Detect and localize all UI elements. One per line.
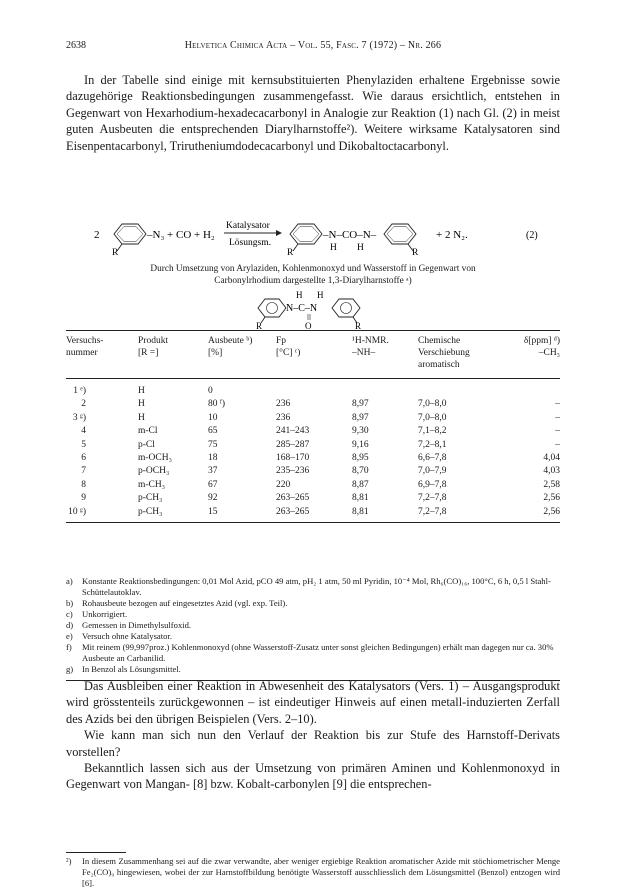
table-cell: 285–287 xyxy=(276,439,310,450)
table-cell: 5 xyxy=(81,439,86,450)
table-cell: p-CH₃ xyxy=(138,493,163,504)
urea-r-right: R xyxy=(355,321,362,330)
substituent-r-mid: R xyxy=(287,248,294,258)
table-cell: 7 xyxy=(81,466,86,477)
header-produkt: Produkt [R =] xyxy=(138,336,169,358)
table-cell: 8,97 xyxy=(352,399,369,410)
table-cell: m-Cl xyxy=(138,426,158,437)
reaction-arrow-icon xyxy=(276,230,282,236)
table-cell: 9,16 xyxy=(352,439,369,450)
intro-paragraph: In der Tabelle sind einige mit kernsubstituierten Phenylaziden erhaltene Ergebnisse sowie dazugehörige Reaktionsbedingungen zusammengefasst. Wie daraus ersichtlich, entstehen in Gegenwart von Hexarhodium-hexadecacarbonyl in Analogie zur Reaktion (1) nach Gl. (2) in meist guten Ausbeuten die entsprechenden Diarylharnstoffe²). Weitere wirksame Katalysatoren sind Eisenpentacarbonyl, Trirutheniumdodecacarbonyl und Dikobaltoctacarbonyl. xyxy=(66,73,560,153)
arrow-label-catalyst: Katalysator xyxy=(226,221,270,231)
body-paragraph-2: Wie kann man sich nun den Verlauf der Reaktion bis zur Stufe des Harnstoff-Derivats vorstellen? xyxy=(66,728,560,759)
table-cell: 6,9–7,8 xyxy=(418,479,447,490)
table-cell: 8,81 xyxy=(352,506,369,517)
journal-page xyxy=(66,40,560,888)
table-cell: 2,56 xyxy=(543,506,560,517)
table-cell: 7,0–8,0 xyxy=(418,412,447,423)
table-row xyxy=(66,452,560,463)
table-cell: 80 ᶠ) xyxy=(208,399,226,410)
table-cell: 7,0–8,0 xyxy=(418,399,447,410)
equation-h2: H xyxy=(357,243,364,253)
header-nmr: ¹H-NMR. –NH– xyxy=(352,336,389,358)
table-cell: 220 xyxy=(276,479,291,490)
table-cell: H xyxy=(138,412,145,423)
header-versuch: Versuchs- nummer xyxy=(66,336,104,358)
header-fp: Fp [°C] ᶜ) xyxy=(276,336,301,358)
table-cell: 4,04 xyxy=(543,453,560,463)
urea-structure-graphic xyxy=(252,288,382,330)
table-cell: 8,81 xyxy=(352,493,369,504)
table-cell: p-Cl xyxy=(138,439,155,450)
body-paragraph-3: Bekanntlich lassen sich aus der Umsetzung von primären Aminen und Kohlenmonoxyd in Gegenwart von Mangan- [8] bzw. Kobalt-carbonylen [9] die entsprechen- xyxy=(66,761,560,792)
table-footnote: e) Versuch ohne Katalysator. xyxy=(66,631,172,641)
table-cell: – xyxy=(555,412,560,423)
table-caption-line2: Carbonylrhodium dargestellte 1,3-Diarylharnstoffe ᵃ) xyxy=(214,275,412,286)
urea-r-left: R xyxy=(256,321,263,330)
table-cell: 4,03 xyxy=(543,466,560,477)
page-footnote xyxy=(66,852,560,889)
table-cell: 3 ᵍ) xyxy=(72,412,86,423)
table-rule-mid xyxy=(66,378,560,379)
table-cell: 263–265 xyxy=(276,493,310,504)
table-cell: p-CH₃ xyxy=(138,506,163,517)
table-row xyxy=(66,398,560,409)
benzene-ring-icon xyxy=(114,224,146,251)
benzene-ring-icon xyxy=(332,299,360,323)
body-paragraph-1: Das Ausbleiben einer Reaktion in Abwesenheit des Katalysators (Vers. 1) – Ausgangsprodukt wird grösstenteils zurückgewonnen – ist eindeutiger Hinweis auf einen metall-induzierten Zerfall des Azids bei den übrigen Beispielen (Vers. 2–10). xyxy=(66,679,560,726)
table-cell: 2,58 xyxy=(543,479,560,490)
header-verschiebung: Chemische Verschiebung aromatisch xyxy=(418,336,470,370)
table-cell: 7,2–7,8 xyxy=(418,493,447,504)
table-cell: 6 xyxy=(81,453,86,463)
table-cell: 263–265 xyxy=(276,506,310,517)
table-cell: 241–243 xyxy=(276,426,310,437)
table-cell: 15 xyxy=(208,506,218,517)
page-footnote-rule xyxy=(66,852,126,853)
benzene-ring-icon xyxy=(258,299,286,323)
header-ch3: δ[ppm] ᵈ) –CH₃ xyxy=(523,336,560,358)
header-ausbeute: Ausbeute ᵇ) [%] xyxy=(208,336,253,358)
table-caption-line1: Durch Umsetzung von Arylaziden, Kohlenmonoxyd und Wasserstoff in Gegenwart von xyxy=(150,264,476,274)
table-footnotes xyxy=(66,576,560,681)
table-row xyxy=(66,425,560,436)
table-cell: p-OCH₃ xyxy=(138,466,170,477)
table-row xyxy=(66,412,560,423)
table-cell: 7,2–7,8 xyxy=(418,506,447,517)
table-cell: 236 xyxy=(276,399,291,410)
table-cell: 7,2–8,1 xyxy=(418,439,447,450)
table-row xyxy=(66,465,560,476)
table-rule-bottom xyxy=(66,522,560,523)
urea-oxygen: O xyxy=(305,321,312,330)
urea-h-right: H xyxy=(317,290,324,300)
table-row xyxy=(66,492,560,503)
table-footnote: d) Gemessen in Dimethylsulfoxid. xyxy=(66,620,192,630)
table-cell: 37 xyxy=(208,466,218,477)
table-cell: m-CH₃ xyxy=(138,479,166,490)
reaction-equation xyxy=(66,218,560,258)
equation-tail: + 2 N₂. xyxy=(436,229,468,241)
table-cell: 18 xyxy=(208,453,218,463)
urea-linker: N–C–N xyxy=(286,303,318,314)
table-cell: 1 ᵉ) xyxy=(73,386,86,396)
table-cell: 7,0–7,9 xyxy=(418,466,447,477)
table-cell: 8,95 xyxy=(352,453,369,463)
equation-coefficient: 2 xyxy=(94,229,100,241)
table-cell: 168–170 xyxy=(276,453,310,463)
urea-h-left: H xyxy=(296,290,303,300)
arrow-label-solvent: Lösungsm. xyxy=(229,238,271,248)
table-cell: 9,30 xyxy=(352,426,369,437)
table-rule-top xyxy=(66,330,560,331)
table-cell: 92 xyxy=(208,493,218,504)
table-cell: 7,1–8,2 xyxy=(418,426,447,437)
table-row xyxy=(66,506,560,517)
table-cell: 236 xyxy=(276,412,291,423)
equation-number: (2) xyxy=(526,230,538,241)
table-cell: H xyxy=(138,399,145,410)
table-cell: – xyxy=(555,399,560,410)
table-footnote: b) Rohausbeute bezogen auf eingesetztes Azid (vgl. exp. Teil). xyxy=(66,598,288,608)
page-footnote-2: ²) In diesem Zusammenhang sei auf die zwar verwandte, aber weniger ergiebige Reaktion aromatischer Azide mit stöchiometrischer Menge Fe₂(CO)₉ hingewiesen, wobei der zur Harnstoffbildung benötigte Wasserstoff ausschliesslich dem Lösungsmittel (Benzol) entzogen wird [6]. xyxy=(66,856,560,888)
substituent-r-left: R xyxy=(112,248,119,258)
table-cell: – xyxy=(555,426,560,437)
substituent-r-right: R xyxy=(412,248,419,258)
urea-structure xyxy=(252,288,382,335)
equation-urea-linker: –N–CO–N– xyxy=(323,229,377,241)
table-cell: 2 xyxy=(81,399,86,410)
table-footnote: c) Unkorrigiert. xyxy=(66,609,128,619)
table-cell: H xyxy=(138,386,145,396)
table-cell: 8 xyxy=(81,479,86,490)
table-cell: 8,97 xyxy=(352,412,369,423)
journal-citation: Helvetica Chimica Acta – Vol. 55, Fasc. 7 (1972) – Nr. 266 xyxy=(184,40,442,51)
table-cell: 6,6–7,8 xyxy=(418,453,447,463)
equation-graphic xyxy=(66,218,560,258)
table-cell: 0 xyxy=(208,386,213,396)
body-text xyxy=(66,678,560,793)
table-cell: 8,87 xyxy=(352,479,369,490)
table-cell: 10 xyxy=(208,412,218,423)
benzene-ring-icon xyxy=(290,224,322,251)
table-cell: 8,70 xyxy=(352,466,369,477)
table-row xyxy=(66,385,560,396)
table-footnote: a) Konstante Reaktionsbedingungen: 0,01 Mol Azid, pCO 49 atm, pH₂ 1 atm, 50 ml Pyridin, 10⁻⁴ Mol, Rh₆(CO)₁₆, 100°C, 6 h, 0,5 l Stahl-Schüttelautoklav. xyxy=(66,576,551,597)
table-cell: 9 xyxy=(81,493,86,504)
table-cell: 10 ᵍ) xyxy=(68,506,86,517)
table-cell: 75 xyxy=(208,439,218,450)
table-row xyxy=(66,439,560,450)
table-cell: 65 xyxy=(208,426,218,437)
table-cell: 67 xyxy=(208,479,218,490)
table-cell: 2,56 xyxy=(543,493,560,504)
running-header xyxy=(66,40,560,52)
table-cell: – xyxy=(555,439,560,450)
table-row xyxy=(66,479,560,490)
table-cell: 4 xyxy=(81,426,86,437)
table-footnote: g) In Benzol als Lösungsmittel. xyxy=(66,664,181,674)
table-caption xyxy=(66,264,560,287)
table-footnote: f) Mit reinem (99,997proz.) Kohlenmonoxyd (ohne Wasserstoff-Zusatz unter sonst gleichen Bedingungen) erhält man dagegen nur ca. 30% Ausbeute an Carbanilid. xyxy=(66,642,554,663)
benzene-ring-icon xyxy=(384,224,416,251)
equation-reagents: –N₃ + CO + H₂ xyxy=(147,229,215,241)
equation-h1: H xyxy=(330,243,337,253)
table-cell: 235–236 xyxy=(276,466,310,477)
table-cell: m-OCH₃ xyxy=(138,453,172,463)
page-number: 2638 xyxy=(66,40,86,51)
